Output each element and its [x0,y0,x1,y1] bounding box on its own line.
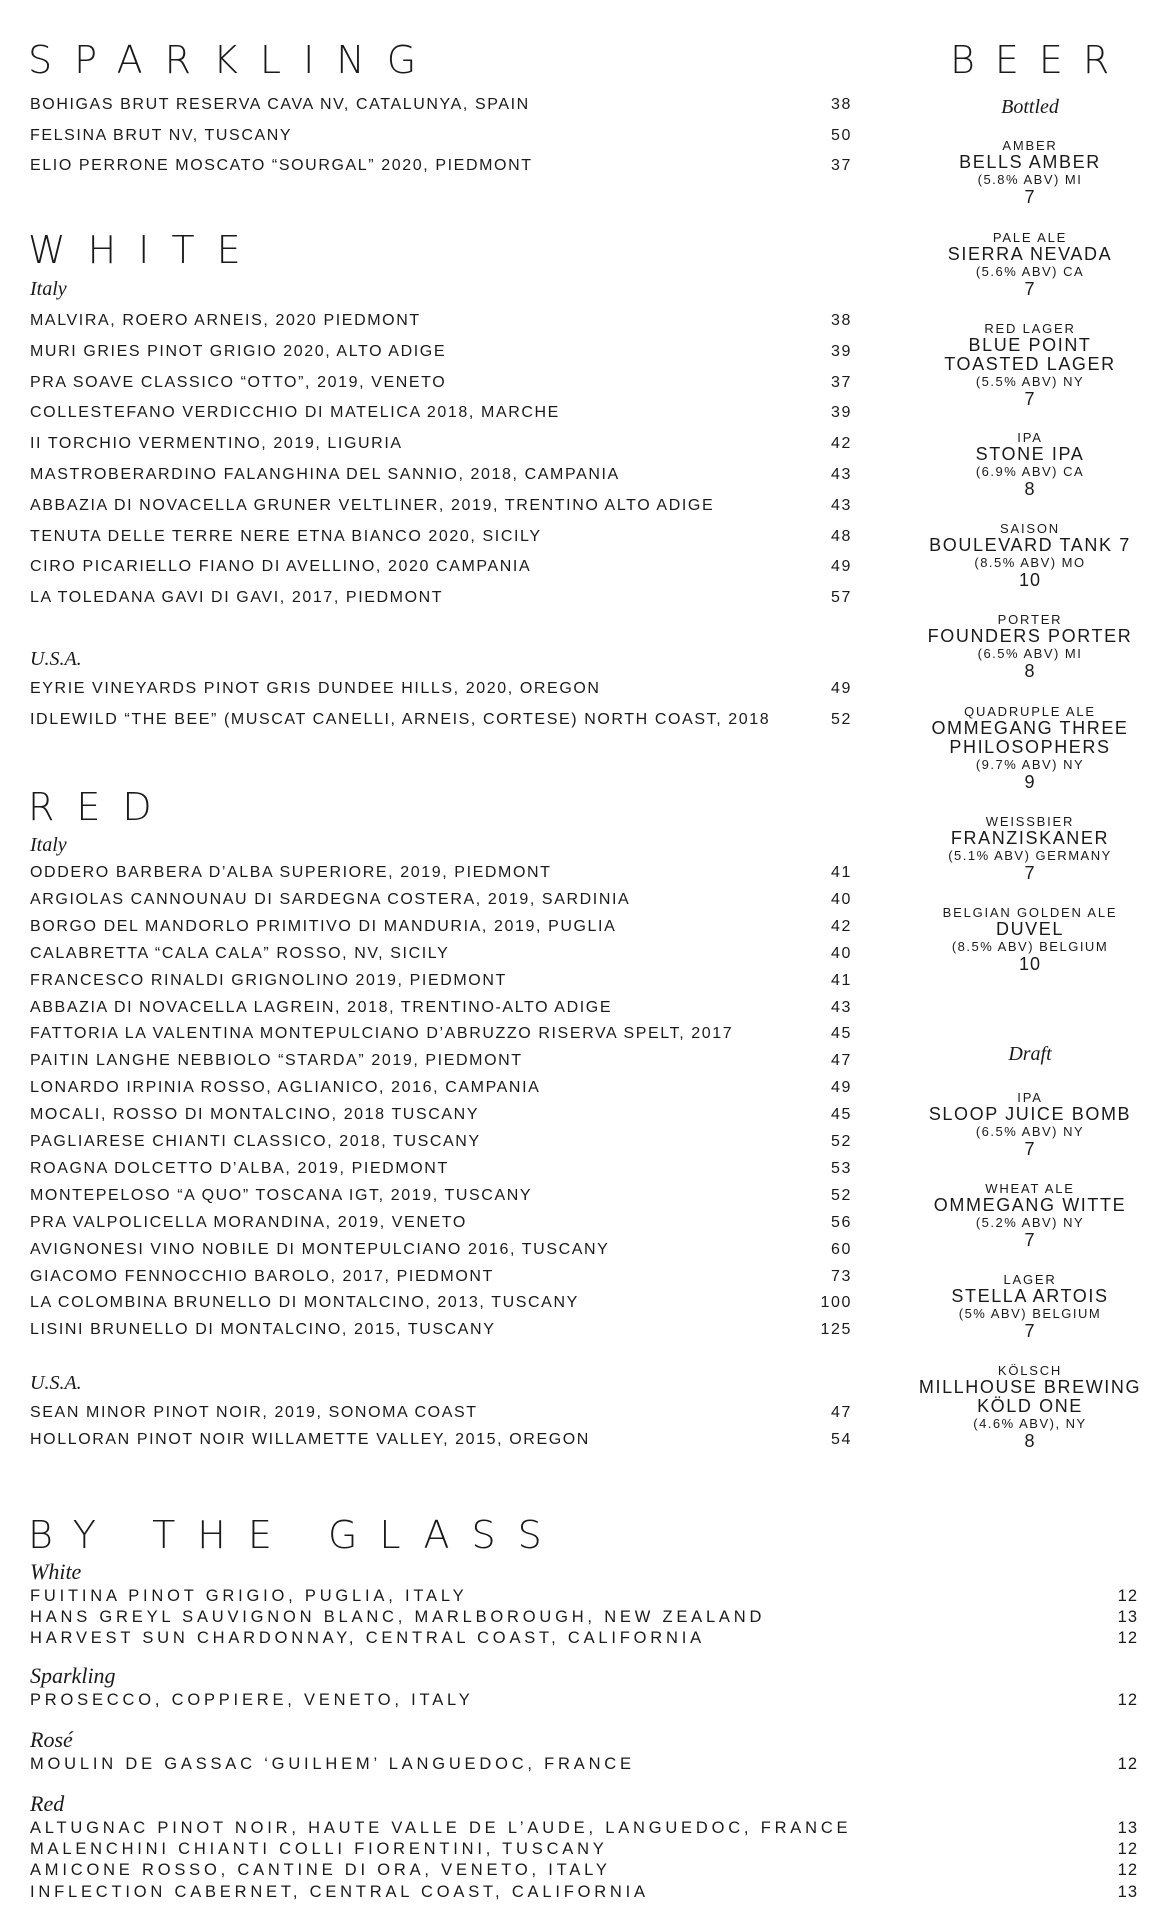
beer-style: AMBER [1002,138,1058,153]
item-name: PAGLIARESE CHIANTI CLASSICO, 2018, TUSCANY [30,1133,481,1150]
item-name: ALTUGNAC PINOT NOIR, HAUTE VALLE DE L’AUDE, LANGUEDOC, FRANCE [30,1819,852,1837]
item-name: PRA SOAVE CLASSICO “OTTO”, 2019, VENETO [30,373,447,391]
beer-price: 8 [1024,479,1036,499]
item-name: FUITINA PINOT GRIGIO, PUGLIA, ITALY [30,1587,468,1605]
beer-name: BOULEVARD TANK 7 [929,535,1131,555]
beer-name: BELLS AMBER [959,152,1101,172]
white-row [30,587,852,609]
red-row [30,916,852,938]
beer-abv: (6.5% ABV) MI [977,646,1083,661]
beer-style: WEISSBIER [985,814,1075,829]
item-name: II TORCHIO VERMENTINO, 2019, LIGURIA [30,435,403,453]
item-price: 125 [820,1321,852,1339]
glass-row [30,1818,1138,1838]
item-name: GIACOMO FENNOCCHIO BAROLO, 2017, PIEDMONT [30,1267,494,1285]
item-price: 12 [1117,1755,1138,1773]
glass-title: BY THE GLASS [28,1513,564,1557]
item-price: 38 [831,312,852,329]
red-row [30,1050,852,1072]
glass-group-label: Rosé [30,1727,73,1752]
item-name: IDLEWILD “THE BEE” (MUSCAT CANELLI, ARNEIS, CORTESE) NORTH COAST, 2018 [30,710,771,728]
beer-abv: (5.8% ABV) MI [977,172,1083,187]
beer-name: DUVEL [995,919,1065,939]
item-name: PROSECCO, COPPIERE, VENETO, ITALY [30,1691,474,1709]
beer-name: PHILOSOPHERS [949,737,1111,757]
item-name: LA TOLEDANA GAVI DI GAVI, 2017, PIEDMONT [30,589,444,607]
glass-row [30,1860,1138,1880]
item-price: 45 [831,1106,852,1124]
item-name: PAITIN LANGHE NEBBIOLO “STARDA” 2019, PIEDMONT [30,1052,523,1070]
red-row [30,1319,852,1341]
beer-name: FRANZISKANER [950,828,1110,848]
glass-row [30,1882,1138,1902]
beer-style: WHEAT ALE [985,1181,1075,1196]
red-italy-label: Italy [30,834,67,856]
red-row [30,1023,852,1045]
beer-price: 7 [1024,863,1036,883]
beer-price: 7 [1024,187,1036,207]
item-price: 40 [831,890,852,908]
item-price: 53 [831,1159,852,1177]
item-price: 49 [831,1079,852,1097]
beer-abv: (6.9% ABV) CA [975,464,1085,479]
white-row [30,341,852,363]
beer-style: IPA [1017,1090,1043,1105]
item-price: 42 [831,435,852,453]
beer-name: TOASTED LAGER [944,354,1116,374]
beer-abv: (5.5% ABV) NY [975,374,1085,389]
item-price: 73 [831,1267,852,1285]
item-name: MALVIRA, ROERO ARNEIS, 2020 PIEDMONT [30,312,421,329]
item-name: SEAN MINOR PINOT NOIR, 2019, SONOMA COAST [30,1404,478,1421]
red-row [30,1266,852,1288]
item-price: 43 [831,466,852,483]
red-row [30,1077,852,1099]
beer-item [910,905,1150,973]
beer-item [910,814,1150,882]
beer-name: MILLHOUSE BREWING [918,1377,1142,1397]
item-name: ARGIOLAS CANNOUNAU DI SARDEGNA COSTERA, 2019, SARDINIA [30,890,631,908]
item-price: 43 [831,496,852,514]
item-price: 42 [831,917,852,935]
item-name: CALABRETTA “CALA CALA” ROSSO, NV, SICILY [30,944,450,962]
item-price: 38 [831,96,852,113]
item-price: 100 [820,1294,852,1312]
beer-item [910,138,1150,206]
beer-style: IPA [1017,430,1043,445]
beer-name: SIERRA NEVADA [947,244,1113,264]
beer-name: OMMEGANG THREE [931,718,1129,738]
beer-price: 8 [1024,1431,1036,1451]
item-price: 52 [831,710,852,728]
beer-item [910,521,1150,589]
white-row [30,709,852,731]
beer-price: 9 [1024,772,1036,792]
item-price: 57 [831,589,852,607]
item-price: 49 [831,558,852,576]
beer-price: 7 [1024,389,1036,409]
red-row [30,862,852,884]
beer-item [910,1090,1150,1158]
item-price: 52 [831,1186,852,1204]
glass-row [30,1690,1138,1710]
glass-row [30,1628,1138,1648]
beer-price: 7 [1024,1321,1036,1341]
beer-bottled-label: Bottled [1001,96,1059,118]
item-price: 40 [831,944,852,962]
white-row [30,526,852,548]
beer-draft-label: Draft [1008,1043,1052,1065]
beer-abv: (8.5% ABV) BELGIUM [951,939,1109,954]
item-name: BOHIGAS BRUT RESERVA CAVA NV, CATALUNYA, SPAIN [30,96,530,113]
beer-item [910,1272,1150,1340]
item-price: 45 [831,1025,852,1043]
item-price: 47 [831,1404,852,1421]
white-row [30,464,852,486]
glass-row [30,1754,1138,1774]
beer-style: PORTER [997,612,1063,627]
item-price: 54 [831,1431,852,1448]
white-row [30,495,852,517]
item-price: 37 [831,157,852,174]
item-name: AVIGNONESI VINO NOBILE DI MONTEPULCIANO 2016, TUSCANY [30,1240,610,1258]
item-name: MOCALI, ROSSO DI MONTALCINO, 2018 TUSCANY [30,1106,480,1124]
item-price: 13 [1117,1819,1138,1837]
red-usa-label: U.S.A. [30,1372,82,1394]
beer-style: PALE ALE [992,230,1068,245]
beer-item [910,1181,1150,1249]
red-row [30,1104,852,1126]
item-price: 12 [1117,1861,1138,1880]
sparkling-title: SPARKLING [28,38,439,82]
beer-abv: (6.5% ABV) NY [975,1124,1085,1139]
sparkling-row [30,125,852,147]
beer-abv: (8.5% ABV) MO [974,555,1086,570]
white-usa-label: U.S.A. [30,648,82,670]
item-name: ROAGNA DOLCETTO D’ALBA, 2019, PIEDMONT [30,1159,449,1177]
beer-item [910,321,1150,408]
glass-group-label: White [30,1559,82,1584]
item-name: TENUTA DELLE TERRE NERE ETNA BIANCO 2020, SICILY [30,527,542,545]
item-name: COLLESTEFANO VERDICCHIO DI MATELICA 2018, MARCHE [30,404,560,422]
white-row [30,433,852,455]
beer-item [910,1363,1150,1450]
item-price: 12 [1117,1691,1138,1709]
item-name: EYRIE VINEYARDS PINOT GRIS DUNDEE HILLS, 2020, OREGON [30,680,601,697]
item-price: 12 [1117,1587,1138,1605]
item-price: 12 [1117,1840,1138,1859]
red-row [30,1158,852,1180]
beer-name: KÖLD ONE [977,1396,1083,1416]
item-name: INFLECTION CABERNET, CENTRAL COAST, CALIFORNIA [30,1882,649,1901]
beer-item [910,612,1150,680]
item-name: MOULIN DE GASSAC ‘GUILHEM’ LANGUEDOC, FRANCE [30,1755,635,1773]
beer-style: KÖLSCH [997,1363,1063,1378]
beer-item [910,704,1150,791]
glass-row [30,1607,1138,1627]
item-price: 12 [1117,1629,1138,1648]
item-name: ABBAZIA DI NOVACELLA LAGREIN, 2018, TRENTINO-ALTO ADIGE [30,998,613,1016]
red-title: RED [28,785,174,829]
white-row [30,556,852,578]
item-price: 60 [831,1240,852,1258]
beer-abv: (5.2% ABV) NY [975,1215,1085,1230]
item-name: ODDERO BARBERA D’ALBA SUPERIORE, 2019, PIEDMONT [30,864,552,881]
item-price: 48 [831,527,852,545]
item-price: 39 [831,342,852,360]
item-name: ABBAZIA DI NOVACELLA GRUNER VELTLINER, 2019, TRENTINO ALTO ADIGE [30,496,715,514]
item-name: HANS GREYL SAUVIGNON BLANC, MARLBOROUGH, NEW ZEALAND [30,1608,766,1627]
item-price: 37 [831,373,852,391]
item-name: HOLLORAN PINOT NOIR WILLAMETTE VALLEY, 2015, OREGON [30,1431,590,1448]
item-name: FELSINA BRUT NV, TUSCANY [30,126,293,144]
red-row [30,1402,852,1424]
white-row [30,372,852,394]
red-row [30,943,852,965]
beer-style: QUADRUPLE ALE [964,704,1096,719]
beer-item [910,430,1150,498]
sparkling-row [30,155,852,177]
item-name: LONARDO IRPINIA ROSSO, AGLIANICO, 2016, CAMPANIA [30,1079,541,1097]
red-row [30,970,852,992]
item-name: AMICONE ROSSO, CANTINE DI ORA, VENETO, ITALY [30,1861,611,1880]
beer-name: STELLA ARTOIS [951,1286,1109,1306]
item-name: HARVEST SUN CHARDONNAY, CENTRAL COAST, CALIFORNIA [30,1629,705,1648]
sparkling-row [30,94,852,116]
beer-price: 8 [1024,661,1036,681]
beer-price: 7 [1024,279,1036,299]
beer-title: BEER [950,38,1130,82]
item-name: MURI GRIES PINOT GRIGIO 2020, ALTO ADIGE [30,342,447,360]
beer-price: 7 [1024,1139,1036,1159]
white-row [30,678,852,700]
beer-name: STONE IPA [975,444,1085,464]
red-row [30,1429,852,1451]
red-row [30,889,852,911]
beer-name: OMMEGANG WITTE [933,1195,1127,1215]
item-name: MONTEPELOSO “A QUO” TOSCANA IGT, 2019, TUSCANY [30,1186,533,1204]
beer-abv: (9.7% ABV) NY [975,757,1085,772]
beer-name: FOUNDERS PORTER [927,626,1133,646]
red-row [30,1292,852,1314]
item-name: MASTROBERARDINO FALANGHINA DEL SANNIO, 2018, CAMPANIA [30,466,620,483]
item-price: 13 [1117,1608,1138,1627]
beer-price: 10 [1018,570,1042,590]
glass-row [30,1839,1138,1859]
item-price: 39 [831,404,852,422]
item-price: 43 [831,998,852,1016]
beer-abv: (5.1% ABV) GERMANY [948,848,1112,863]
red-row [30,1185,852,1207]
beer-name: BLUE POINT [968,335,1092,355]
item-name: FRANCESCO RINALDI GRIGNOLINO 2019, PIEDMONT [30,971,507,989]
item-price: 49 [831,680,852,697]
red-row [30,1131,852,1153]
beer-abv: (5% ABV) BELGIUM [958,1306,1102,1321]
red-row [30,1239,852,1261]
white-title: WHITE [28,228,263,272]
item-name: LA COLOMBINA BRUNELLO DI MONTALCINO, 2013, TUSCANY [30,1294,579,1312]
beer-style: BELGIAN GOLDEN ALE [942,905,1118,920]
item-name: LISINI BRUNELLO DI MONTALCINO, 2015, TUSCANY [30,1321,496,1339]
white-row [30,310,852,332]
item-price: 41 [831,864,852,881]
item-name: ELIO PERRONE MOSCATO “SOURGAL” 2020, PIEDMONT [30,157,533,174]
beer-style: SAISON [1000,521,1060,536]
item-name: BORGO DEL MANDORLO PRIMITIVO DI MANDURIA, 2019, PUGLIA [30,917,617,935]
item-name: FATTORIA LA VALENTINA MONTEPULCIANO D’ABRUZZO RISERVA SPELT, 2017 [30,1025,734,1043]
glass-group-label: Sparkling [30,1663,116,1688]
item-price: 52 [831,1133,852,1150]
item-price: 56 [831,1213,852,1231]
beer-item [910,230,1150,298]
item-price: 47 [831,1052,852,1070]
item-name: CIRO PICARIELLO FIANO DI AVELLINO, 2020 CAMPANIA [30,558,532,576]
glass-row [30,1586,1138,1606]
item-name: MALENCHINI CHIANTI COLLI FIORENTINI, TUSCANY [30,1840,608,1859]
glass-group-label: Red [30,1791,65,1816]
item-price: 41 [831,971,852,989]
beer-style: RED LAGER [984,321,1076,336]
item-price: 50 [831,126,852,144]
white-italy-label: Italy [30,278,67,300]
white-row [30,402,852,424]
beer-price: 7 [1024,1230,1036,1250]
beer-abv: (5.6% ABV) CA [975,264,1085,279]
item-name: PRA VALPOLICELLA MORANDINA, 2019, VENETO [30,1213,467,1231]
item-price: 13 [1117,1882,1138,1901]
beer-style: LAGER [1003,1272,1057,1287]
beer-abv: (4.6% ABV), NY [973,1416,1087,1431]
beer-price: 10 [1018,954,1042,974]
beer-name: SLOOP JUICE BOMB [928,1104,1132,1124]
red-row [30,1212,852,1234]
red-row [30,997,852,1019]
